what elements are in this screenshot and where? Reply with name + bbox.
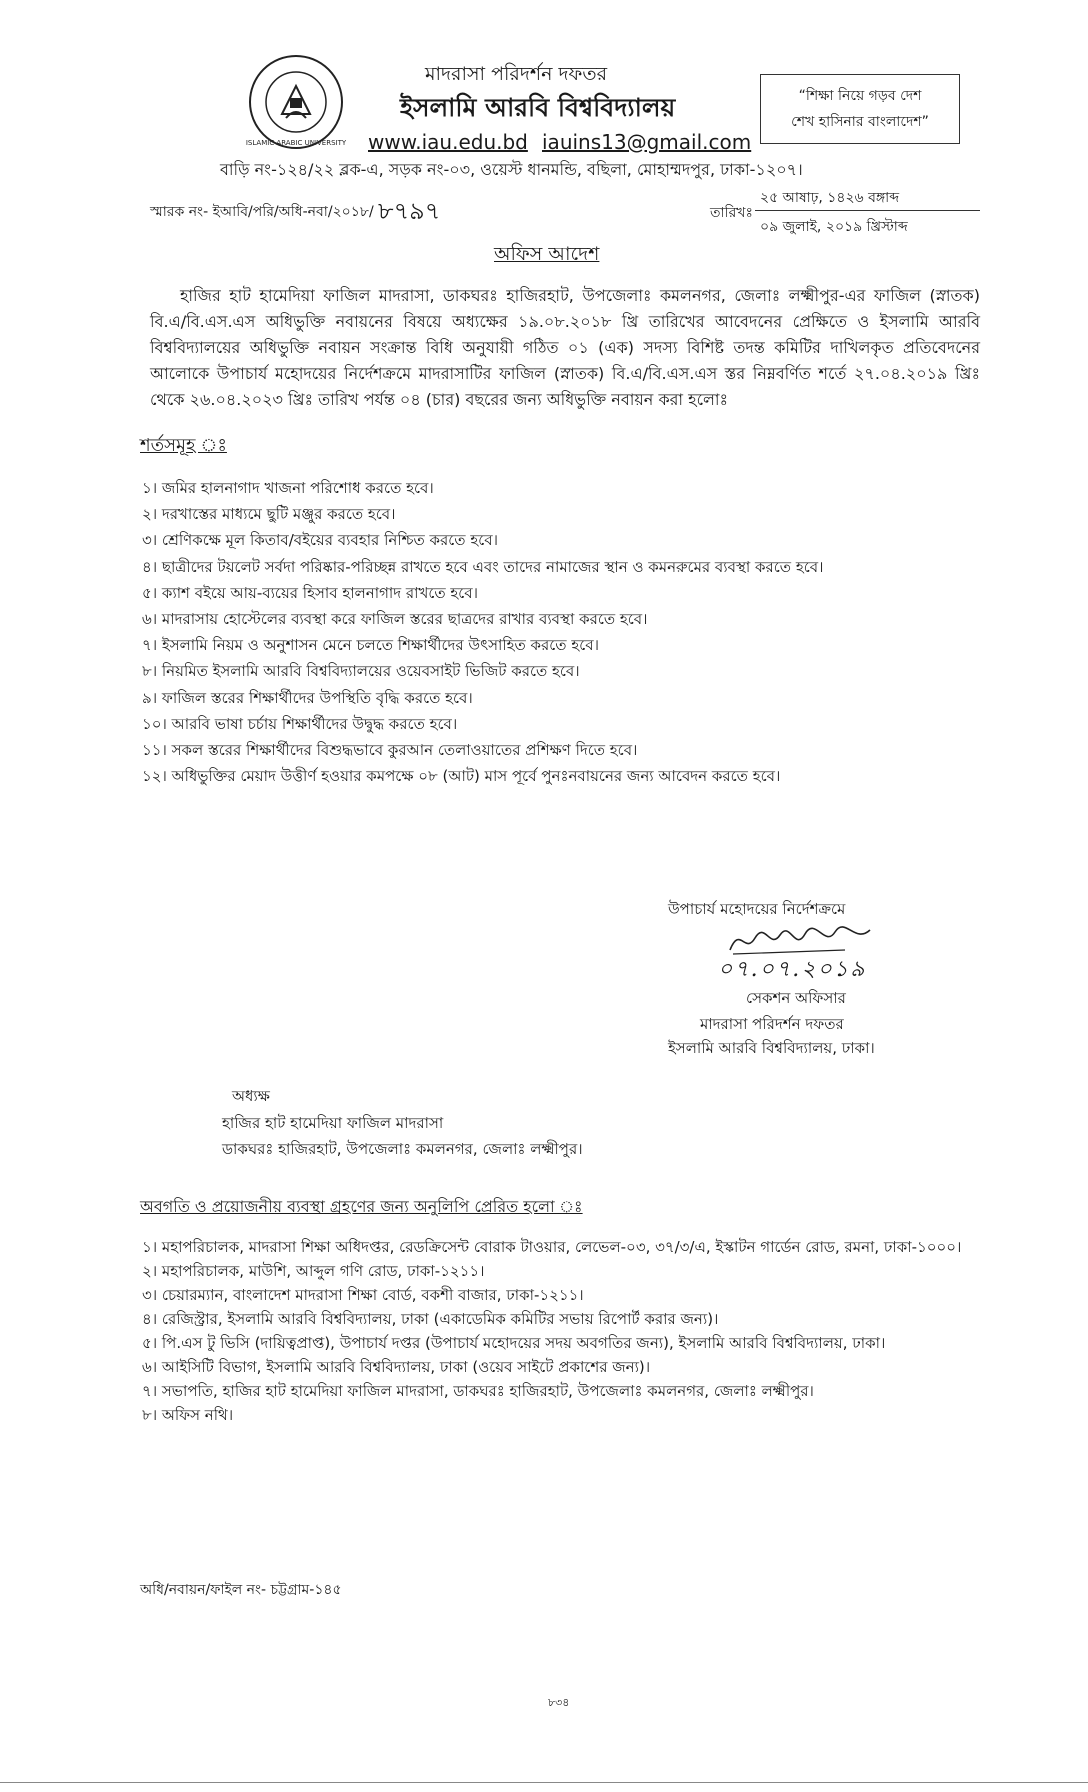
- condition-item: ১২। অধিভুক্তির মেয়াদ উত্তীর্ণ হওয়ার কমপক্ষে ০৮ (আট) মাস পূর্বে পুনঃনবায়নের জন্য আবেদন করতে হবে।: [142, 767, 781, 786]
- university-name: ইসলামি আরবি বিশ্ববিদ্যালয়: [400, 93, 676, 122]
- body-paragraph: হাজির হাট হামেদিয়া ফাজিল মাদরাসা, ডাকঘরঃ হাজিরহাট, উপজেলাঃ কমলনগর, জেলাঃ লক্ষ্মীপুর-এর ফাজিল (স্নাতক) বি.এ/বি.এস.এস অধিভুক্তি নবায়নের বিষয়ে অধ্যক্ষের ১৯.০৮.২০১৮ খ্রি তারিখের আবেদনের প্রেক্ষিতে ও ইসলামি আরবি বিশ্ববিদ্যালয়ের অধিভুক্তি নবায়ন সংক্রান্ত বিধি অনুযায়ী গঠিত ০১ (এক) সদস্য বিশিষ্ট তদন্ত কমিটির দাখিলকৃত প্রতিবেদনের আলোকে উপাচার্য মহোদয়ের নির্দেশক্রমে মাদরাসাটির ফাজিল (স্নাতক) বি.এ/বি.এস.এস স্তর নিম্নবর্ণিত শর্তে ২৭.০৪.২০১৯ খ্রিঃ থেকে ২৬.০৪.২০২৩ খ্রিঃ তারিখ পর্যন্ত ০৪ (চার) বছরের জন্য অধিভুক্তি নবায়ন করা হলোঃ: [150, 286, 980, 409]
- recipient-address: ডাকঘরঃ হাজিরহাট, উপজেলাঃ কমলনগর, জেলাঃ লক্ষ্মীপুর।: [222, 1140, 583, 1158]
- recipient-institution: হাজির হাট হামেদিয়া ফাজিল মাদরাসা: [222, 1114, 444, 1132]
- bottom-divider: [0, 1782, 1088, 1783]
- copy-item: ৭। সভাপতি, হাজির হাট হামেদিয়া ফাজিল মাদরাসা, ডাকঘরঃ হাজিরহাট, উপজেলাঃ কমলনগর, জেলাঃ লক্ষ্মীপুর।: [142, 1382, 814, 1400]
- condition-item: ৮। নিয়মিত ইসলামি আরবি বিশ্ববিদ্যালয়ের ওয়েবসাইট ভিজিট করতে হবে।: [142, 662, 580, 681]
- copy-heading: অবগতি ও প্রয়োজনীয় ব্যবস্থা গ্রহণের জন্য অনুলিপি প্রেরিত হলো ঃ: [140, 1197, 583, 1216]
- office-name: মাদরাসা পরিদর্শন দফতর: [425, 63, 608, 85]
- condition-item: ৬। মাদরাসায় হোস্টেলের ব্যবস্থা করে ফাজিল স্তরের ছাত্রদের রাখার ব্যবস্থা করতে হবে।: [142, 610, 648, 629]
- condition-item: ৫। ক্যাশ বইয়ে আয়-ব্যয়ের হিসাব হালনাগাদ রাখতে হবে।: [142, 583, 479, 602]
- slogan-line-2: শেখ হাসিনার বাংলাদেশ”: [791, 114, 929, 130]
- address: বাড়ি নং-১২৪/২২ ব্লক-এ, সড়ক নং-০৩, ওয়েস্ট ধানমন্ডি, বছিলা, মোহাম্মদপুর, ঢাকা-১২০৭।: [220, 160, 803, 179]
- condition-item: ১। জমির হালনাগাদ খাজনা পরিশোধ করতে হবে।: [142, 479, 434, 497]
- file-number: অধি/নবায়ন/ফাইল নং- চট্টগ্রাম-১৪৫: [140, 1582, 342, 1598]
- condition-item: ১০। আরবি ভাষা চর্চায় শিক্ষার্থীদের উদ্বুদ্ধ করতে হবে।: [142, 714, 458, 733]
- condition-item: ৩। শ্রেণিকক্ষে মূল কিতাব/বইয়ের ব্যবহার নিশ্চিত করতে হবে।: [142, 531, 498, 550]
- date-divider: [755, 210, 980, 211]
- condition-item: ২। দরখাস্তের মাধ্যমে ছুটি মঞ্জুর করতে হবে।: [142, 505, 396, 524]
- date-bangla: ২৫ আষাঢ়, ১৪২৬ বঙ্গাব্দ: [760, 190, 900, 206]
- copy-item: ৪। রেজিস্ট্রার, ইসলামি আরবি বিশ্ববিদ্যালয়, ঢাকা (একাডেমিক কমিটির সভায় রিপোর্ট করার জন্য)।: [142, 1310, 719, 1328]
- condition-item: ৭। ইসলামি নিয়ম ও অনুশাসন মেনে চলতে শিক্ষার্থীদের উৎসাহিত করতে হবে।: [142, 636, 599, 655]
- copy-item: ৬। আইসিটি বিভাগ, ইসলামি আরবি বিশ্ববিদ্যালয়, ঢাকা (ওয়েব সাইটে প্রকাশের জন্য)।: [142, 1358, 651, 1376]
- signature-date: ০৭.০৭.২০১৯: [718, 957, 867, 982]
- recipient-title: অধ্যক্ষ: [232, 1087, 270, 1105]
- copy-item: ৫। পি.এস টু ভিসি (দায়িত্বপ্রাপ্ত), উপাচার্য দপ্তর (উপাচার্য মহোদয়ের সদয় অবগতির জন্য), ইসলামি আরবি বিশ্ববিদ্যালয়, ঢাকা।: [142, 1334, 886, 1352]
- copy-item: ১। মহাপরিচালক, মাদরাসা শিক্ষা অধিদপ্তর, রেডক্রিসেন্ট বোরাক টাওয়ার, লেভেল-০৩, ৩৭/৩/এ, ইস্কাটন গার্ডেন রোড, রমনা, ঢাকা-১০০০।: [142, 1238, 962, 1256]
- copy-list: [142, 1236, 982, 1428]
- conditions-heading: শর্তসমূহ ঃ: [140, 435, 227, 456]
- slogan-box: [760, 74, 960, 144]
- copy-item: ২। মহাপরিচালক, মাউশি, আব্দুল গণি রোড, ঢাকা-১২১১।: [142, 1262, 485, 1280]
- page-title: অফিস আদেশ: [494, 243, 600, 265]
- website-link[interactable]: www.iau.edu.bd: [368, 130, 528, 154]
- signatory-title: সেকশন অফিসার: [746, 989, 846, 1007]
- copy-item: ৩। চেয়ারম্যান, বাংলাদেশ মাদরাসা শিক্ষা বোর্ড, বকশী বাজার, ঢাকা-১২১১।: [142, 1286, 584, 1304]
- logo-text: ISLAMIC ARABIC UNIVERSITY: [246, 139, 346, 147]
- memo-label: স্মারক নং- ইআবি/পরি/অধি-নবা/২০১৮/: [150, 204, 374, 220]
- email-link[interactable]: iauins13@gmail.com: [542, 130, 752, 154]
- signatory-office: মাদরাসা পরিদর্শন দফতর: [700, 1015, 844, 1033]
- slogan-line-1: “শিক্ষা নিয়ে গড়ব দেশ: [798, 88, 922, 104]
- date-label: তারিখঃ: [710, 205, 753, 221]
- signature-intro: উপাচার্য মহোদয়ের নির্দেশক্রমে: [668, 900, 846, 918]
- signatory-university: ইসলামি আরবি বিশ্ববিদ্যালয়, ঢাকা।: [668, 1039, 875, 1057]
- condition-item: ১১। সকল স্তরের শিক্ষার্থীদের বিশুদ্ধভাবে কুরআন তেলাওয়াতের প্রশিক্ষণ দিতে হবে।: [142, 741, 638, 760]
- memo-number: ৮৭৯৭: [378, 197, 441, 225]
- conditions-list: [142, 475, 823, 789]
- condition-item: ৯। ফাজিল স্তরের শিক্ষার্থীদের উপস্থিতি বৃদ্ধি করতে হবে।: [142, 688, 473, 707]
- date-english: ০৯ জুলাই, ২০১৯ খ্রিস্টাব্দ: [760, 219, 908, 235]
- condition-item: ৪। ছাত্রীদের টয়লেট সর্বদা পরিষ্কার-পরিচ্ছন্ন রাখতে হবে এবং তাদের নামাজের স্থান ও কমনরুমের ব্যবস্থা করতে হবে।: [142, 557, 824, 576]
- copy-item: ৮। অফিস নথি।: [142, 1406, 234, 1424]
- university-logo: [246, 52, 346, 152]
- page-number: ৮৩৪: [548, 1696, 570, 1709]
